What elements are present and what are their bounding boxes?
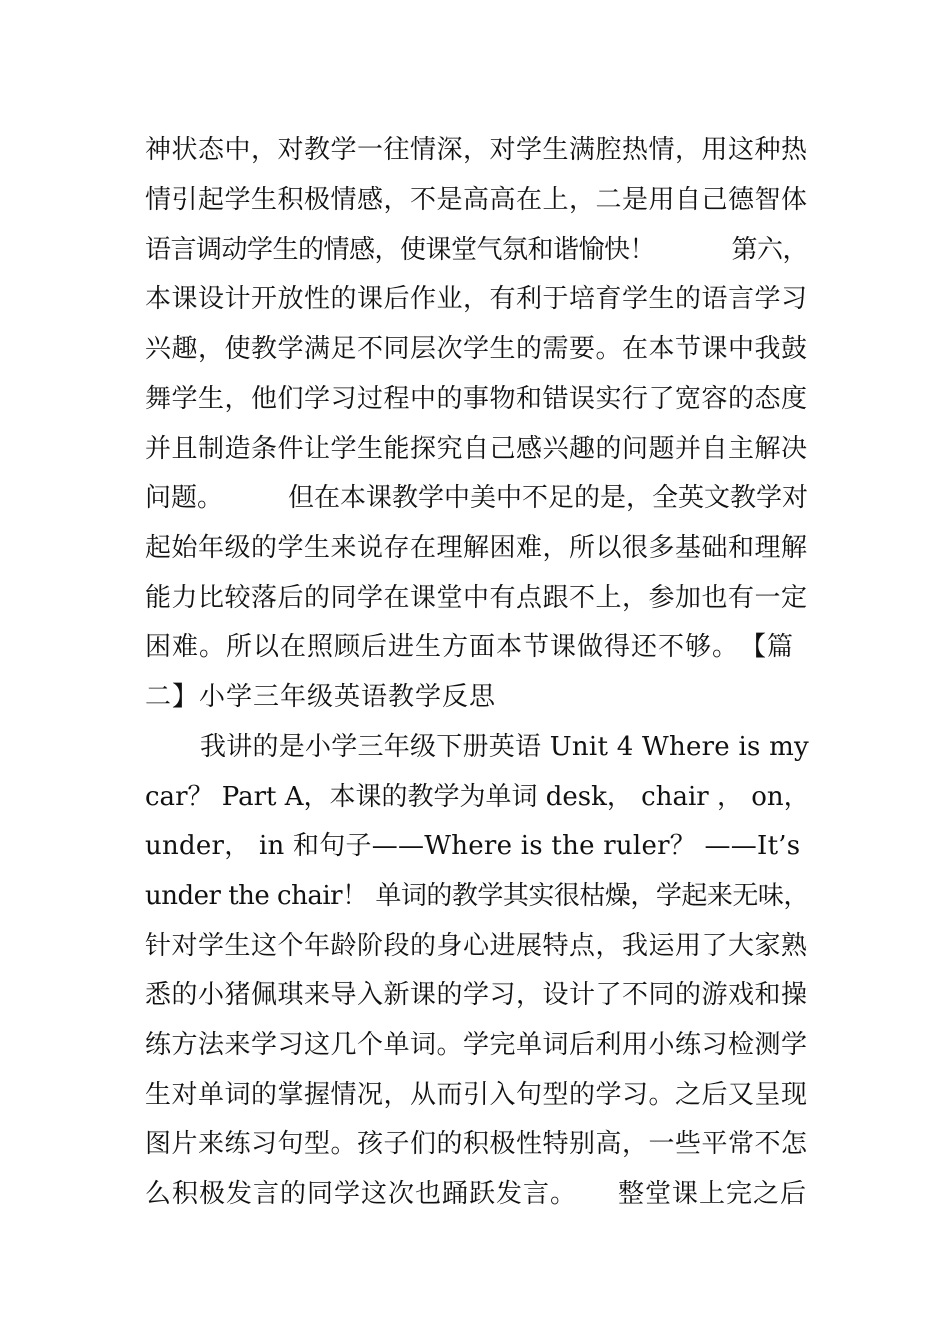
text-line: under， in 和句子——Where is the ruler？ ——It’s (145, 831, 801, 861)
text-line: 么积极发言的同学这次也踊跃发言。 整堂课上完之后 (145, 1179, 808, 1209)
text-line: 起始年级的学生来说存在理解困难，所以很多基础和理解 (145, 533, 808, 563)
text-line: 二】小学三年级英语教学反思 (145, 682, 497, 712)
text-line: 我讲的是小学三年级下册英语 Unit 4 Where is my (200, 732, 809, 762)
text-line: 语言调动学生的情感，使课堂气氛和谐愉快！ 第六， (145, 235, 809, 265)
text-line: 并且制造条件让学生能探究自己感兴趣的问题并自主解决 (145, 434, 808, 464)
text-line: car？ Part A，本课的教学为单词 desk， chair ， on， (145, 782, 810, 812)
text-line: 图片来练习句型。孩子们的积极性特别高，一些平常不怎 (145, 1129, 808, 1159)
text-line: 舞学生，他们学习过程中的事物和错误实行了宽容的态度 (145, 384, 808, 414)
text-line: 能力比较落后的同学在课堂中有点跟不上，参加也有一定 (145, 583, 808, 613)
text-line: 情引起学生积极情感，不是高高在上，二是用自己德智体 (145, 185, 808, 215)
text-line: 困难。所以在照顾后进生方面本节课做得还不够。 【篇 (145, 632, 795, 662)
text-line: 生对单词的掌握情况，从而引入句型的学习。之后又呈现 (145, 1080, 808, 1110)
text-line: 兴趣，使教学满足不同层次学生的需要。在本节课中我鼓 (145, 334, 808, 364)
text-line: under the chair！ 单词的教学其实很枯燥，学起来无味， (145, 881, 809, 911)
text-line: 针对学生这个年龄阶段的身心进展特点，我运用了大家熟 (145, 931, 808, 961)
text-line: 练方法来学习这几个单词。学完单词后利用小练习检测学 (145, 1030, 808, 1060)
text-line: 悉的小猪佩琪来导入新课的学习，设计了不同的游戏和操 (145, 980, 808, 1010)
text-line: 问题。 但在本课教学中美中不足的是，全英文教学对 (145, 483, 809, 513)
text-line: 本课设计开放性的课后作业，有利于培育学生的语言学习 (145, 284, 808, 314)
text-line: 神状态中，对教学一往情深，对学生满腔热情，用这种热 (145, 135, 808, 165)
